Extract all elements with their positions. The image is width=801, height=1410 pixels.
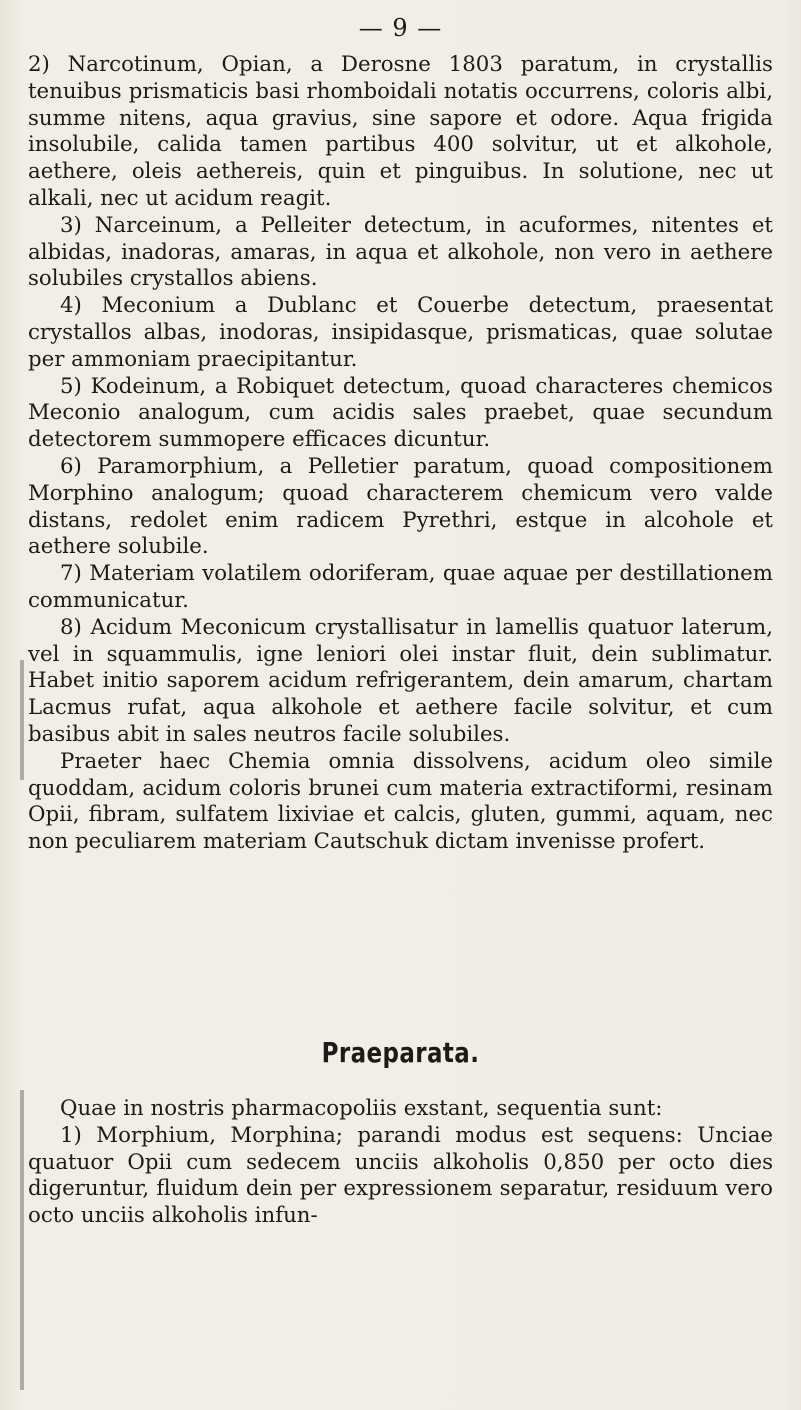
section-text-column [28, 1096, 773, 1230]
binding-edge-mark [20, 660, 24, 780]
paragraph-kodeinum: 5) Kodeinum, a Robiquet detectum, quoad characteres chemicos Meconio analogum, cum acidis sales praebet, quae secundum detectorem summopere efficaces dicuntur. [28, 373, 773, 453]
paragraph-intro: Quae in nostris pharmacopoliis exstant, sequentia sunt: [60, 1096, 663, 1121]
paragraph-narcotinum: 2) Narcotinum, Opian, a Derosne 1803 paratum, in crystallis tenuibus prismaticis basi rhomboidali notatis occurrens, coloris albi, summe nitens, aqua gravius, sine sapore et odore. Aqua frigida insolubile, calida tamen partibus 400 solvitur, ut et alkohole, aethere, oleis aethereis, quin et pinguibus. In solutione, nec ut alkali, nec ut acidum reagit. [28, 52, 773, 211]
paragraph-meconium: 4) Meconium a Dublanc et Couerbe detectum, praesentat crystallos albas, inodoras, insipidasque, prismaticas, quae solutae per ammoniam praecipitantur. [28, 293, 773, 372]
binding-edge-mark [20, 1090, 24, 1390]
paragraph-narceinum: 3) Narceinum, a Pelleiter detectum, in acuformes, nitentes et albidas, inadoras, amaras, in aqua et alkohole, non vero in aethere solubiles crystallos abiens. [28, 212, 773, 292]
section-heading: Praeparata. [321, 1036, 480, 1069]
paragraph-acidum-meconicum: 8) Acidum Meconicum crystallisatur in lamellis quatuor laterum, vel in squammulis, igne leniori olei instar fluit, dein sublimatur. Habet initio saporem acidum refrigerantem, dein amarum, chartam Lacmus rufat, aqua alkohole et aethere facile solvitur, et cum basibus abit in sales neutros facile solubiles. [28, 614, 773, 747]
paragraph-paramorphium: 6) Paramorphium, a Pelletier paratum, quoad compositionem Morphino analogum; quoad characterem chemicum vero valde distans, redolet enim radicem Pyrethri, estque in alcohole et aethere solubile. [28, 453, 773, 560]
paragraph-praeter-haec: Praeter haec Chemia omnia dissolvens, acidum oleo simile quoddam, acidum coloris brunei cum materia extractiformi, resinam Opii, fibram, sulfatem lixiviae et calcis, gluten, gummi, aquam, nec non peculiarem materiam Cautschuk dictam invenisse profert. [28, 748, 773, 855]
page-number: — 9 — [358, 14, 443, 42]
main-text-column [28, 52, 773, 856]
paragraph-morphium: 1) Morphium, Morphina; parandi modus est sequens: Unciae quatuor Opii cum sedecem unciis alkoholis 0,850 per octo dies digeruntur, fluidum dein per expressionem separatur, residuum vero octo unciis alkoholis infun- [28, 1122, 773, 1229]
paragraph-materia-volatilis: 7) Materiam volatilem odoriferam, quae aquae per destillationem communicatur. [28, 561, 773, 613]
